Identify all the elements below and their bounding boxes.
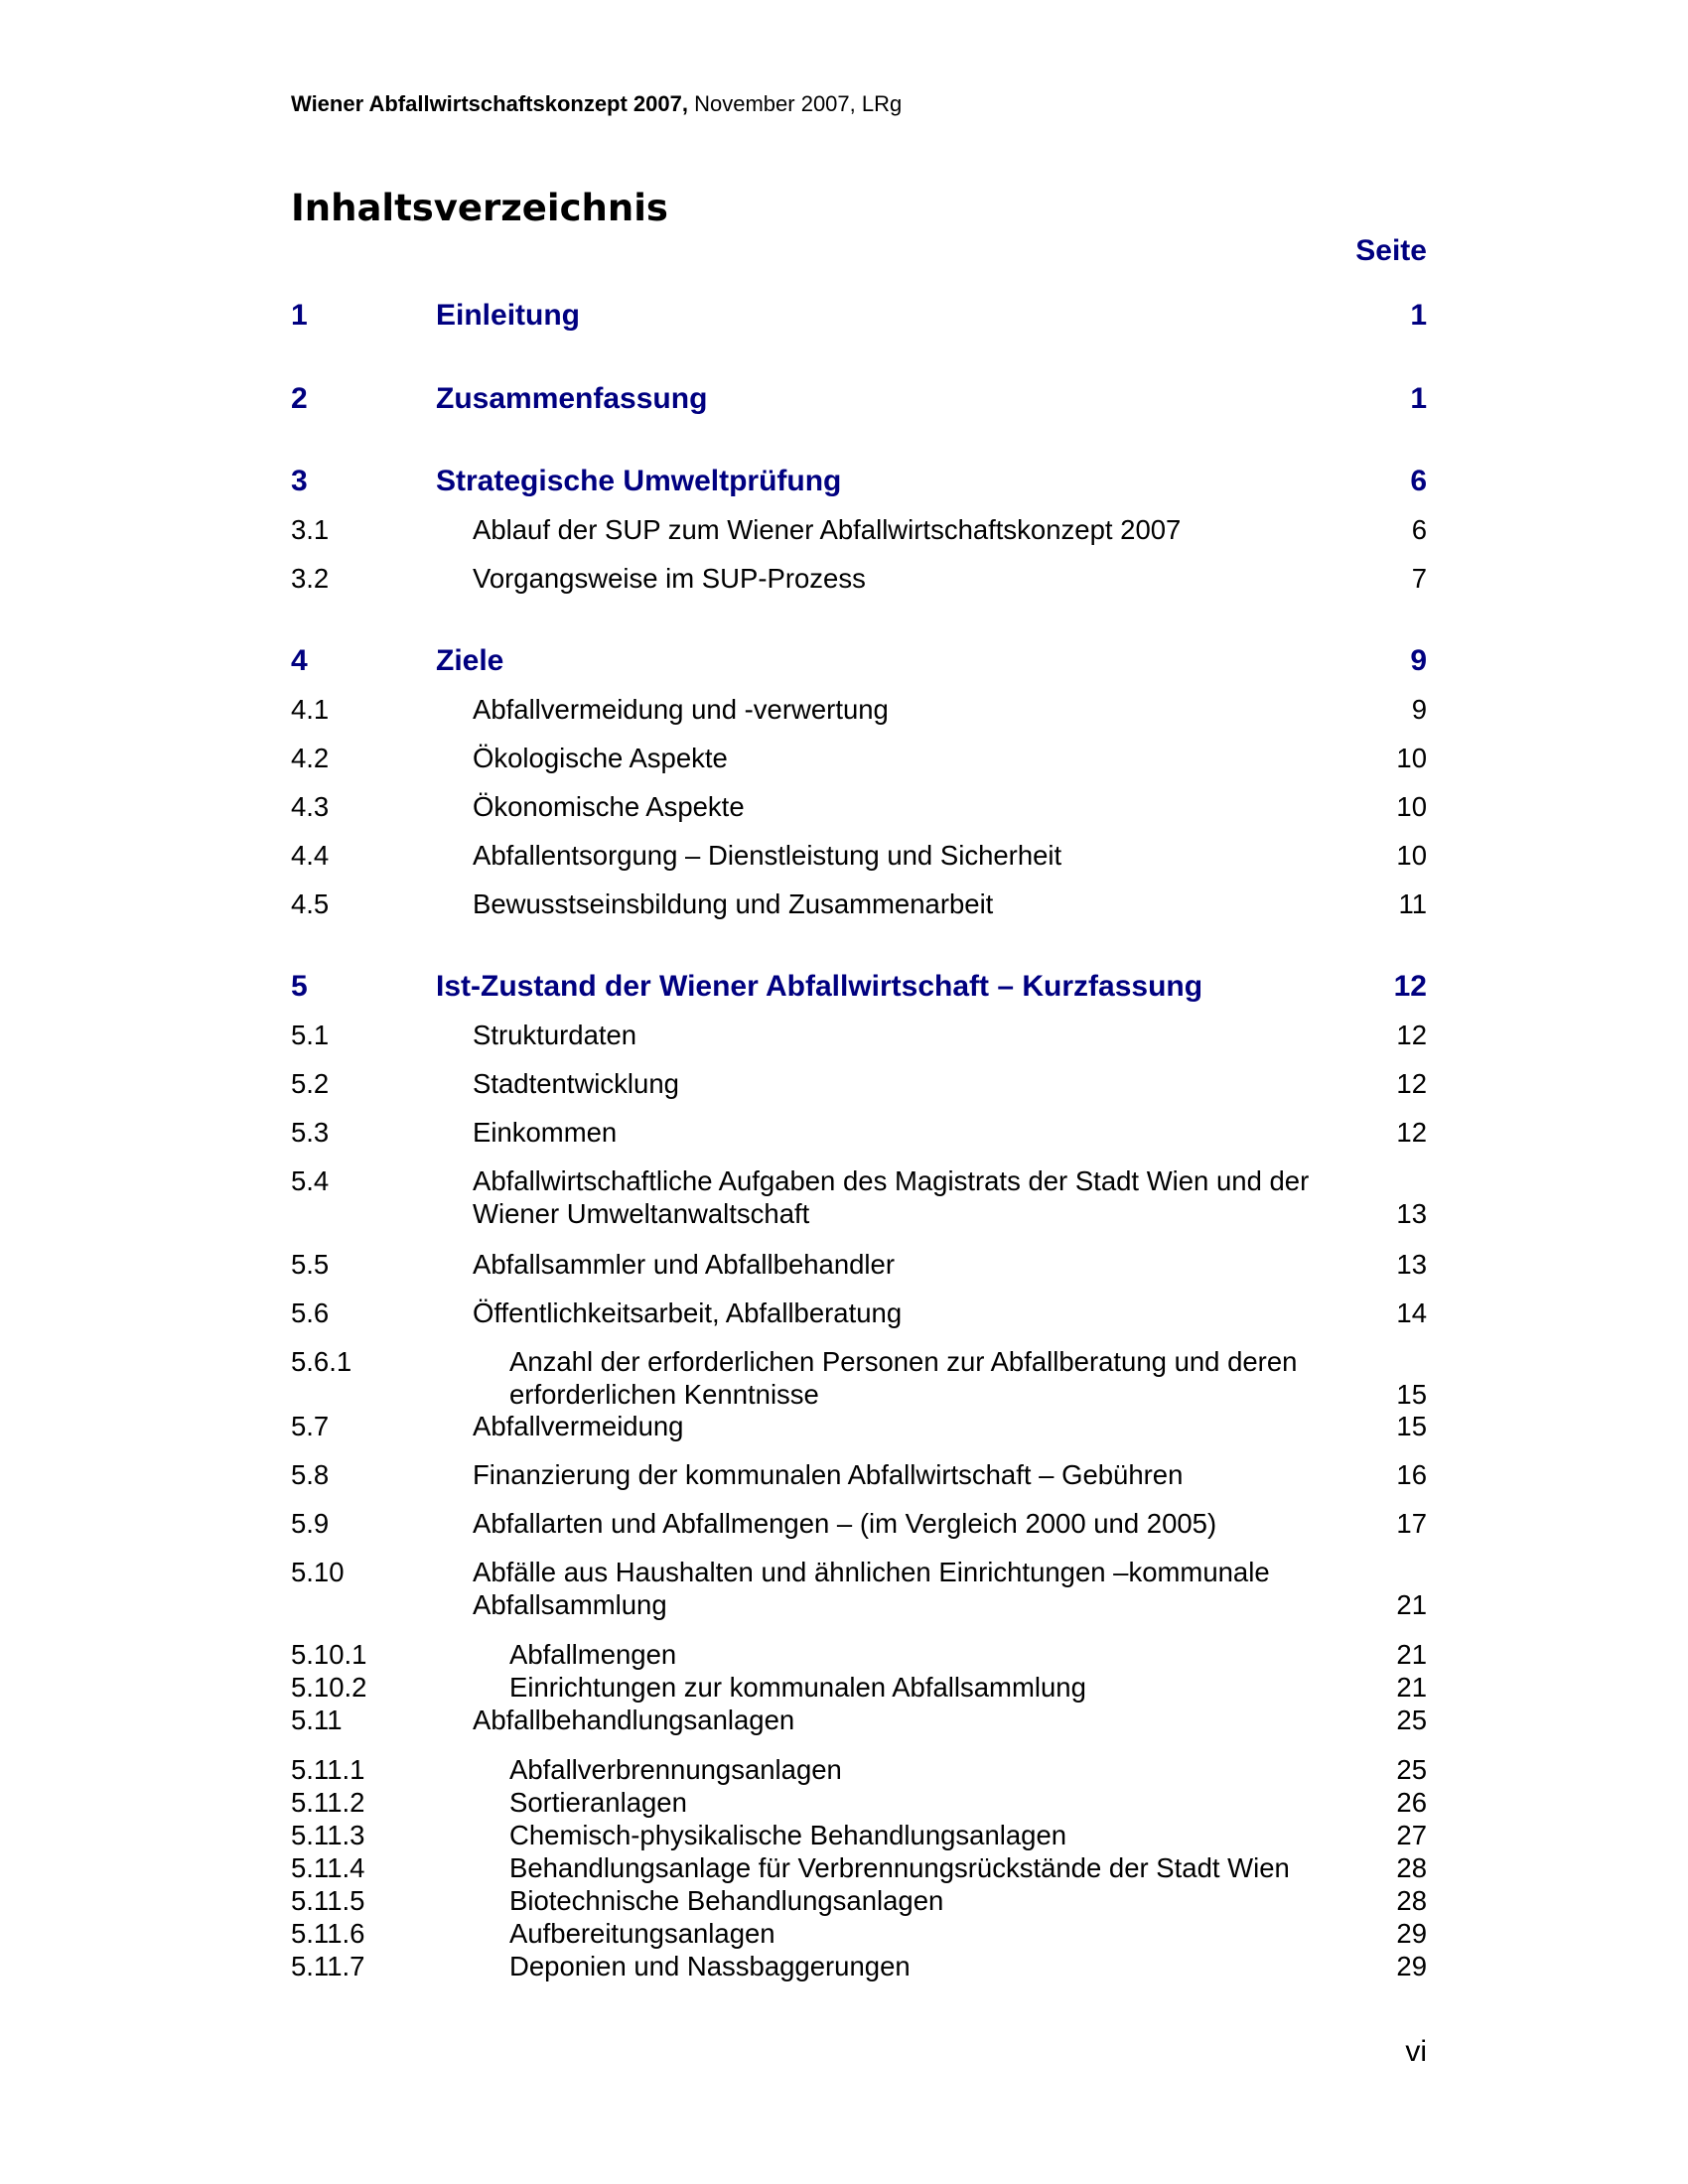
- toc-entry-number: 5.4: [291, 1165, 330, 1196]
- toc-entry-page[interactable]: 9: [1411, 694, 1427, 725]
- toc-entry-page[interactable]: 6: [1410, 465, 1427, 497]
- toc-entry-number: 1: [291, 299, 308, 332]
- toc-entry-page[interactable]: 10: [1396, 840, 1427, 871]
- toc-entry-title[interactable]: Ablauf der SUP zum Wiener Abfallwirtschaftskonzept 2007: [473, 514, 1182, 545]
- toc-entry-title[interactable]: Vorgangsweise im SUP-Prozess: [473, 563, 866, 594]
- toc-entry-number: 2: [291, 382, 308, 415]
- page-column-label: Seite: [1355, 234, 1427, 267]
- toc-entry-page[interactable]: 13: [1396, 1198, 1427, 1229]
- toc-entry-number: 4: [291, 644, 308, 677]
- toc-entry-page[interactable]: 25: [1396, 1754, 1427, 1785]
- toc-entry-number: 4.5: [291, 888, 330, 919]
- toc-entry-title[interactable]: Einkommen: [473, 1117, 618, 1148]
- toc-entry-title[interactable]: Biotechnische Behandlungsanlagen: [509, 1885, 944, 1916]
- toc-entry-title[interactable]: Strukturdaten: [473, 1020, 637, 1050]
- toc-entry-title[interactable]: Abfallmengen: [509, 1639, 677, 1670]
- toc-entry-title[interactable]: Ist-Zustand der Wiener Abfallwirtschaft – Kurzfassung: [436, 970, 1203, 1003]
- toc-entry-number: 5.3: [291, 1117, 330, 1148]
- toc-entry-page[interactable]: 15: [1396, 1411, 1427, 1441]
- toc-entry-number: 3.2: [291, 563, 330, 594]
- toc-entry-title[interactable]: Ziele: [436, 644, 504, 677]
- toc-entry-title[interactable]: Bewusstseinsbildung und Zusammenarbeit: [473, 888, 994, 919]
- toc-entry-title[interactable]: Deponien und Nassbaggerungen: [509, 1951, 911, 1981]
- toc-entry-page[interactable]: 11: [1398, 888, 1427, 919]
- toc-entry-page[interactable]: 13: [1396, 1249, 1427, 1280]
- toc-entry[interactable]: [291, 298, 1427, 334]
- toc-entry-number: 5.10.1: [291, 1639, 367, 1670]
- toc-entry-number: 4.4: [291, 840, 330, 871]
- toc-entry[interactable]: [291, 464, 1427, 499]
- toc-entry-page[interactable]: 14: [1396, 1297, 1427, 1328]
- toc-entry-title[interactable]: Finanzierung der kommunalen Abfallwirtschaft – Gebühren: [473, 1459, 1184, 1490]
- toc-entry-title[interactable]: Öffentlichkeitsarbeit, Abfallberatung: [473, 1297, 903, 1328]
- toc-entry-number: 5.5: [291, 1249, 330, 1280]
- toc-entry-number: 3.1: [291, 514, 330, 545]
- toc-entry-page[interactable]: 29: [1396, 1951, 1427, 1981]
- toc-entry-page[interactable]: 21: [1396, 1639, 1427, 1670]
- toc-entry-title[interactable]: Abfallwirtschaftliche Aufgaben des Magistrats der Stadt Wien und der Wiener Umweltanwaltschaft: [473, 1165, 1310, 1229]
- toc-entry-title[interactable]: Abfallsammler und Abfallbehandler: [473, 1249, 895, 1280]
- toc-entry-number: 5.1: [291, 1020, 330, 1050]
- toc-entry-page[interactable]: 12: [1396, 1068, 1427, 1099]
- toc-entry-number: 5.11.1: [291, 1754, 365, 1785]
- toc-entry-page[interactable]: 12: [1396, 1020, 1427, 1050]
- toc-entry-title[interactable]: Abfallvermeidung und -verwertung: [473, 694, 889, 725]
- toc-entry-title[interactable]: Stadtentwicklung: [473, 1068, 679, 1099]
- toc-entry-page[interactable]: 29: [1396, 1918, 1427, 1949]
- toc-entry-title[interactable]: Abfallvermeidung: [473, 1411, 684, 1441]
- toc-entry-number: 5: [291, 970, 308, 1003]
- toc-entry-page[interactable]: 27: [1396, 1820, 1427, 1850]
- toc-entry-number: 4.2: [291, 743, 330, 773]
- toc-entry-title[interactable]: Einleitung: [436, 299, 580, 332]
- toc-entry[interactable]: [291, 969, 1427, 1005]
- toc-entry-title[interactable]: Anzahl der erforderlichen Personen zur Abfallberatung und deren erforderlichen Kenntnisse: [509, 1346, 1298, 1410]
- toc-entry-number: 5.7: [291, 1411, 330, 1441]
- toc-entry-page[interactable]: 12: [1393, 970, 1427, 1003]
- toc-entry-number: 5.10.2: [291, 1672, 367, 1703]
- toc-entry-page[interactable]: 1: [1410, 299, 1427, 332]
- header-date-author: November 2007, LRg: [688, 91, 903, 116]
- page-title: Inhaltsverzeichnis: [291, 187, 668, 229]
- toc-entry-page[interactable]: 7: [1411, 563, 1427, 594]
- toc-entry-page[interactable]: 12: [1396, 1117, 1427, 1148]
- toc-entry-number: 5.2: [291, 1068, 330, 1099]
- toc-entry-page[interactable]: 28: [1396, 1852, 1427, 1883]
- header-document-title: Wiener Abfallwirtschaftskonzept 2007,: [291, 91, 688, 116]
- toc-entry-number: 3: [291, 465, 308, 497]
- toc-entry-title[interactable]: Abfallarten und Abfallmengen – (im Vergleich 2000 und 2005): [473, 1508, 1217, 1539]
- toc-entry-page[interactable]: 10: [1396, 743, 1427, 773]
- toc-entry-title[interactable]: Einrichtungen zur kommunalen Abfallsammlung: [509, 1672, 1086, 1703]
- toc-entry-title[interactable]: Sortieranlagen: [509, 1787, 687, 1818]
- toc-entry-number: 5.11.7: [291, 1951, 365, 1981]
- toc-entry-number: 5.9: [291, 1508, 330, 1539]
- toc-entry-title[interactable]: Strategische Umweltprüfung: [436, 465, 842, 497]
- toc-entry-number: 5.11.5: [291, 1885, 365, 1916]
- toc-entry-page[interactable]: 21: [1396, 1672, 1427, 1703]
- toc-entry-number: 5.10: [291, 1557, 345, 1587]
- toc-entry-title[interactable]: Abfallbehandlungsanlagen: [473, 1705, 795, 1735]
- toc-entry-number: 5.11.6: [291, 1918, 365, 1949]
- toc-entry-title[interactable]: Zusammenfassung: [436, 382, 708, 415]
- toc-entry-page[interactable]: 21: [1396, 1589, 1427, 1620]
- toc-entry-page[interactable]: 6: [1411, 514, 1427, 545]
- toc-entry-title[interactable]: Abfallentsorgung – Dienstleistung und Sicherheit: [473, 840, 1062, 871]
- toc-entry-title[interactable]: Abfälle aus Haushalten und ähnlichen Einrichtungen –kommunale Abfallsammlung: [473, 1557, 1270, 1620]
- toc-entry-number: 5.11.4: [291, 1852, 365, 1883]
- toc-entry[interactable]: [291, 643, 1427, 679]
- toc-entry-number: 4.1: [291, 694, 330, 725]
- toc-entry-page[interactable]: 9: [1410, 644, 1427, 677]
- toc-entry-title[interactable]: Chemisch-physikalische Behandlungsanlagen: [509, 1820, 1067, 1850]
- toc-entry-page[interactable]: 25: [1396, 1705, 1427, 1735]
- toc-entry-title[interactable]: Behandlungsanlage für Verbrennungsrückstände der Stadt Wien: [509, 1852, 1290, 1883]
- page-number: vi: [1405, 2035, 1427, 2068]
- toc-entry-number: 5.6: [291, 1297, 330, 1328]
- toc-entry[interactable]: [291, 381, 1427, 417]
- toc-entry-number: 5.11.2: [291, 1787, 365, 1818]
- toc-entry-number: 5.11.3: [291, 1820, 365, 1850]
- toc-entry-page[interactable]: 17: [1396, 1508, 1427, 1539]
- toc-entry-page[interactable]: 28: [1396, 1885, 1427, 1916]
- toc-entry-page[interactable]: 26: [1396, 1787, 1427, 1818]
- toc-entry-title[interactable]: Aufbereitungsanlagen: [509, 1918, 775, 1949]
- toc-entry-number: 5.11: [291, 1705, 343, 1735]
- toc-entry-page[interactable]: 15: [1396, 1379, 1427, 1410]
- toc-entry-title[interactable]: Ökologische Aspekte: [473, 743, 728, 773]
- toc-entry-number: 4.3: [291, 791, 330, 822]
- toc-entry-number: 5.8: [291, 1459, 330, 1490]
- toc-entry-number: 5.6.1: [291, 1346, 352, 1377]
- toc-entry-page[interactable]: 1: [1410, 382, 1427, 415]
- toc-entry-page[interactable]: 16: [1396, 1459, 1427, 1490]
- toc-entry-page[interactable]: 10: [1396, 791, 1427, 822]
- toc-entry-title[interactable]: Ökonomische Aspekte: [473, 791, 745, 822]
- toc-entry-title[interactable]: Abfallverbrennungsanlagen: [509, 1754, 842, 1785]
